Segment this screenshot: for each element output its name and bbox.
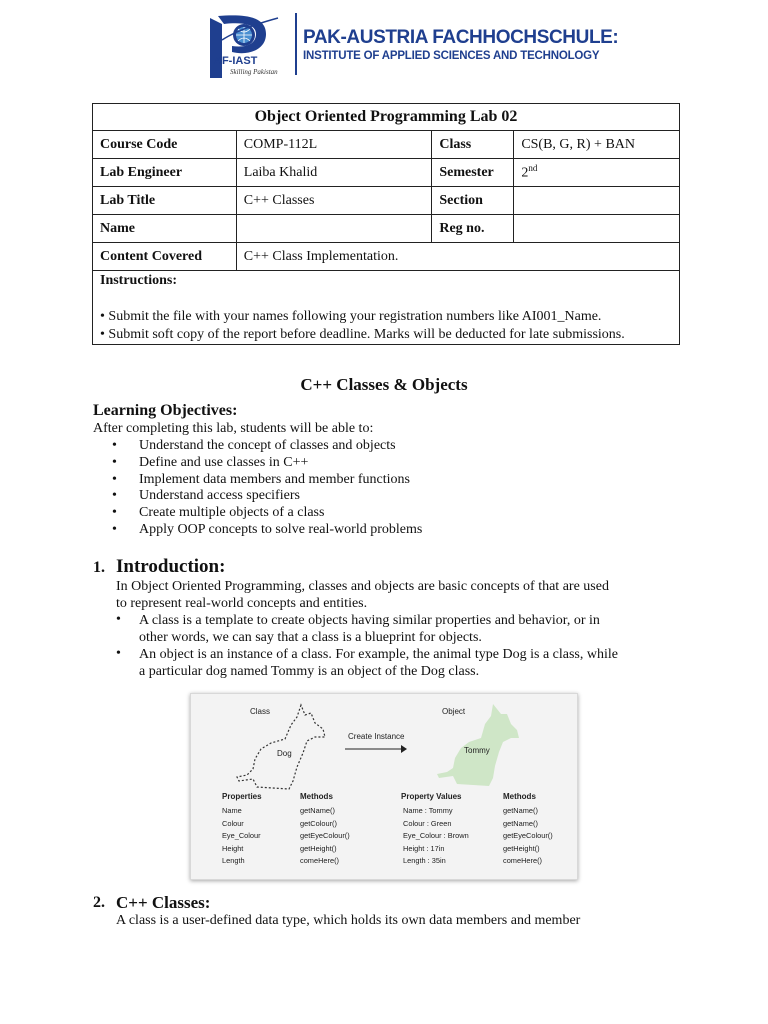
page-header (0, 0, 768, 92)
reg-no-field[interactable] (514, 215, 680, 243)
figure-methods-list-2 (503, 805, 553, 868)
list-item: Length : 35in (403, 856, 446, 866)
list-item: comeHere() (503, 856, 543, 866)
learning-objectives-intro: After completing this lab, students will be able to: (93, 421, 374, 436)
figure-methods-header: Methods (300, 792, 333, 801)
list-item: getName() (503, 806, 538, 815)
section-2-number: 2. (93, 894, 105, 911)
figure-arrow-label: Create Instance (348, 732, 405, 741)
figure-property-values-list (403, 805, 469, 868)
list-item: • Implement data members and member functions (112, 472, 422, 489)
list-item: Height : 17in (403, 843, 445, 853)
lab-engineer-label: Lab Engineer (93, 159, 237, 187)
list-item: getHeight() (300, 843, 337, 853)
class-value: CS(B, G, R) + BAN (514, 131, 680, 159)
section-2-paragraph-line: A class is a user-defined data type, which holds its own data members and member (116, 913, 581, 928)
list-item: getName() (300, 806, 335, 815)
lab-title-label: Lab Title (93, 187, 237, 215)
class-label: Class (432, 131, 514, 159)
lab-title-heading: Object Oriented Programming Lab 02 (93, 104, 680, 131)
list-item: • Apply OOP concepts to solve real-world problems (112, 522, 422, 539)
list-item: Height (222, 843, 244, 853)
section-1-bullet-line: other words, we can say that a class is a blueprint for objects. (139, 630, 482, 645)
list-item: getName() (503, 818, 538, 828)
instructions-spacer (100, 290, 672, 308)
instructions-cell (93, 271, 680, 345)
figure-methods-list (300, 805, 350, 868)
figure-class-label: Class (250, 707, 271, 716)
name-field[interactable] (236, 215, 432, 243)
list-item: Colour (222, 818, 244, 828)
bullet-dot: • (116, 612, 121, 627)
section-label: Section (432, 187, 514, 215)
list-item: Name : Tommy (403, 806, 453, 815)
logo-text: AF-IAST (214, 55, 258, 67)
section-1-title: Introduction: (116, 556, 226, 577)
section-1-bullet-line: An object is an instance of a class. For example, the animal type Dog is a class, while (139, 647, 618, 662)
section-1-number: 1. (93, 559, 105, 576)
figure-property-values-header: Property Values (401, 792, 462, 801)
list-item: getColour() (300, 818, 337, 828)
semester-suffix: nd (528, 163, 538, 174)
semester-label: Semester (432, 159, 514, 187)
semester-cell (514, 159, 680, 187)
dog-class-outline (231, 697, 341, 797)
figure-methods-header-2: Methods (503, 792, 536, 801)
instruction-item: • Submit soft copy of the report before deadline. Marks will be deducted for late submissions. (100, 327, 625, 342)
header-divider (295, 13, 297, 75)
lab-title-value: C++ Classes (236, 187, 432, 215)
list-item: • Define and use classes in C++ (112, 455, 422, 472)
list-item: Length (222, 856, 245, 866)
institution-name: PAK-AUSTRIA FACHHOCHSCHULE: (303, 27, 619, 48)
institution-subtitle: INSTITUTE OF APPLIED SCIENCES AND TECHNOLOGY (303, 50, 600, 62)
list-item: Eye_Colour : Brown (403, 831, 469, 841)
list-item: getHeight() (503, 843, 540, 853)
list-item: getEyeColour() (300, 831, 350, 841)
course-code-value: COMP-112L (236, 131, 432, 159)
lab-engineer-value: Laiba Khalid (236, 159, 432, 187)
list-item: • Understand access specifiers (112, 488, 422, 505)
list-item: Name (222, 806, 242, 815)
logo-tagline: Skilling Pakistan (230, 68, 278, 76)
content-covered-value: C++ Class Implementation. (236, 243, 679, 271)
section-2-title: C++ Classes: (116, 893, 211, 912)
list-item: • Create multiple objects of a class (112, 505, 422, 522)
list-item: Colour : Green (403, 818, 452, 828)
bullet-dot: • (116, 646, 121, 661)
reg-no-label: Reg no. (432, 215, 514, 243)
section-1-paragraph-line: In Object Oriented Programming, classes and objects are basic concepts of that are used (116, 579, 609, 594)
figure-object-label: Object (442, 707, 466, 716)
list-item: Eye_Colour (222, 831, 261, 841)
learning-objectives-heading: Learning Objectives: (93, 402, 238, 419)
list-item: getEyeColour() (503, 831, 553, 841)
name-label: Name (93, 215, 237, 243)
section-field[interactable] (514, 187, 680, 215)
semester-value: 2 (521, 165, 529, 181)
list-item: • Understand the concept of classes and objects (112, 438, 422, 455)
figure-dog-label: Dog (277, 749, 292, 758)
figure-tommy-label: Tommy (464, 746, 490, 755)
lab-info-table (92, 103, 680, 345)
course-code-label: Course Code (93, 131, 237, 159)
instructions-label: Instructions: (100, 273, 178, 288)
main-heading: C++ Classes & Objects (300, 375, 468, 394)
class-object-figure (190, 693, 578, 880)
learning-objectives-list (112, 438, 422, 539)
section-1-paragraph-line: to represent real-world concepts and entities. (116, 596, 368, 611)
list-item: comeHere() (300, 856, 340, 866)
instruction-item: • Submit the file with your names following your registration numbers like AI001_Name. (100, 309, 602, 324)
arrow-right-icon (345, 744, 407, 754)
content-covered-label: Content Covered (93, 243, 237, 271)
figure-properties-list (222, 805, 261, 868)
section-1-bullet-line: A class is a template to create objects having similar properties and behavior, or in (139, 613, 600, 628)
figure-properties-header: Properties (222, 792, 262, 801)
section-1-bullet-line: a particular dog named Tommy is an object of the Dog class. (139, 664, 480, 679)
